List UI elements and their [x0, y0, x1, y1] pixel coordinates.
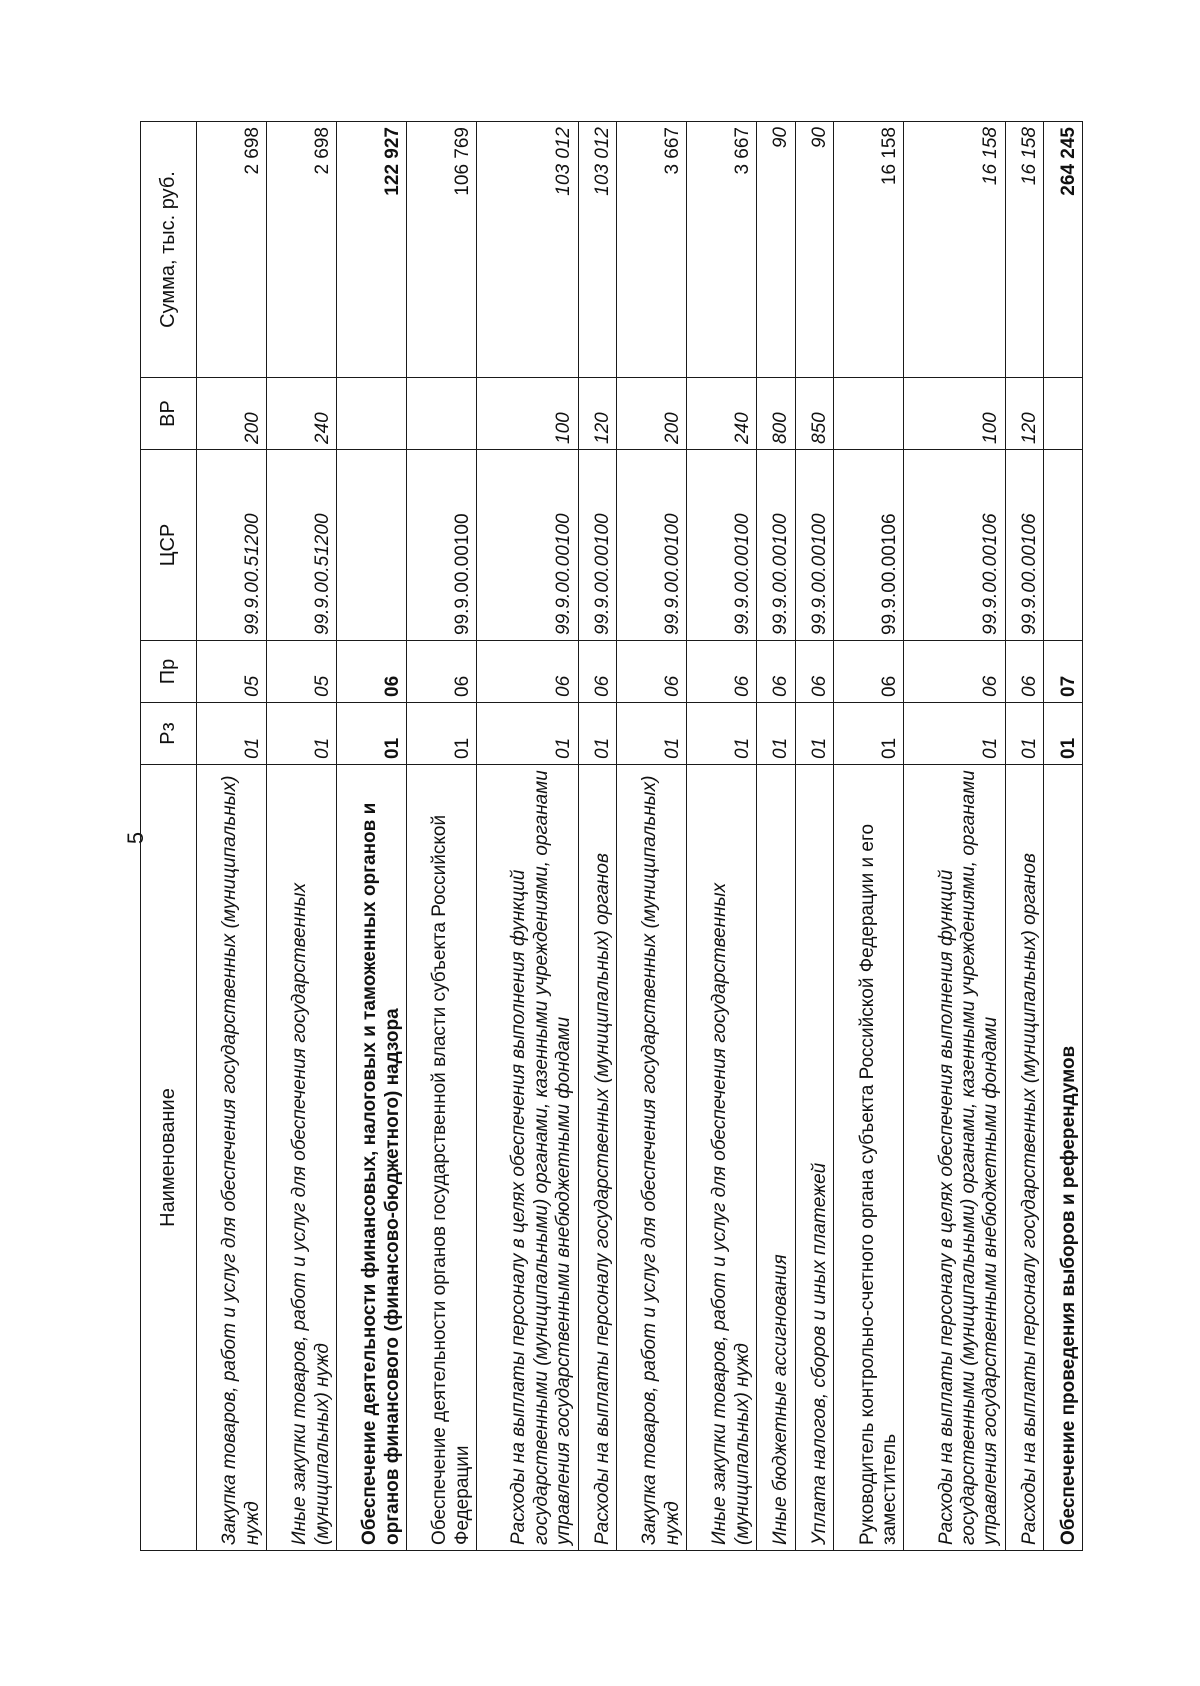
row-vr: 240	[687, 378, 757, 450]
row-sum: 106 769	[407, 122, 477, 378]
row-name: Расходы на выплаты персоналу государственных (муниципальных) органов	[578, 765, 617, 1551]
table-row	[834, 122, 904, 1551]
row-rz: 01	[578, 703, 617, 765]
row-vr: 240	[267, 378, 337, 450]
row-rz: 01	[834, 703, 904, 765]
rotated-table-container	[140, 122, 1083, 1551]
row-csr: 99.9.00.00106	[1005, 450, 1044, 641]
row-rz: 01	[477, 703, 579, 765]
page-number: 5	[123, 831, 149, 845]
row-pr: 06	[617, 641, 687, 703]
row-pr: 06	[407, 641, 477, 703]
row-name: Руководитель контрольно-счетного органа субъекта Российской Федерации и его заместитель	[834, 765, 904, 1551]
row-csr	[337, 450, 407, 641]
table-row	[687, 122, 757, 1551]
row-sum: 16 158	[1005, 122, 1044, 378]
table-row	[1044, 122, 1083, 1551]
header-pr: Пр	[141, 641, 197, 703]
row-sum: 16 158	[834, 122, 904, 378]
header-name: Наименование	[141, 765, 197, 1551]
row-csr: 99.9.00.00100	[617, 450, 687, 641]
row-vr	[407, 378, 477, 450]
row-vr: 200	[197, 378, 267, 450]
table-row	[477, 122, 579, 1551]
row-csr: 99.9.00.00106	[904, 450, 1006, 641]
row-csr: 99.9.00.00100	[477, 450, 579, 641]
row-rz: 01	[1044, 703, 1083, 765]
row-vr: 800	[757, 378, 796, 450]
row-name: Уплата налогов, сборов и иных платежей	[795, 765, 834, 1551]
row-pr: 06	[337, 641, 407, 703]
row-vr: 120	[578, 378, 617, 450]
row-name: Иные закупки товаров, работ и услуг для обеспечения государственных (муниципальных) нужд	[687, 765, 757, 1551]
row-csr: 99.9.00.51200	[197, 450, 267, 641]
row-vr: 100	[477, 378, 579, 450]
header-rz: Рз	[141, 703, 197, 765]
row-sum: 3 667	[617, 122, 687, 378]
row-vr: 850	[795, 378, 834, 450]
table-row	[757, 122, 796, 1551]
row-rz: 01	[904, 703, 1006, 765]
table-row	[795, 122, 834, 1551]
row-rz: 01	[757, 703, 796, 765]
row-pr: 06	[687, 641, 757, 703]
row-rz: 01	[795, 703, 834, 765]
row-vr	[1044, 378, 1083, 450]
row-csr: 99.9.00.00106	[834, 450, 904, 641]
header-vr: ВР	[141, 378, 197, 450]
row-name: Иные закупки товаров, работ и услуг для обеспечения государственных (муниципальных) нужд	[267, 765, 337, 1551]
row-sum: 90	[795, 122, 834, 378]
header-sum: Сумма, тыс. руб.	[141, 122, 197, 378]
table-header-row	[141, 122, 197, 1551]
row-name: Обеспечение деятельности органов государственной власти субъекта Российской Федерации	[407, 765, 477, 1551]
row-vr: 100	[904, 378, 1006, 450]
row-sum: 122 927	[337, 122, 407, 378]
row-vr	[834, 378, 904, 450]
row-name: Закупка товаров, работ и услуг для обеспечения государственных (муниципальных) нужд	[617, 765, 687, 1551]
row-sum: 103 012	[578, 122, 617, 378]
row-name: Расходы на выплаты персоналу государственных (муниципальных) органов	[1005, 765, 1044, 1551]
table-row	[904, 122, 1006, 1551]
table-row	[578, 122, 617, 1551]
row-sum: 16 158	[904, 122, 1006, 378]
table-row	[617, 122, 687, 1551]
row-name: Обеспечение проведения выборов и референдумов	[1044, 765, 1083, 1551]
row-name: Расходы на выплаты персоналу в целях обеспечения выполнения функций государственными (муниципальными) органами, казенными учреждениями, органами управления государственными внебюджетными фондами	[477, 765, 579, 1551]
table-row	[197, 122, 267, 1551]
row-vr: 120	[1005, 378, 1044, 450]
row-rz: 01	[197, 703, 267, 765]
row-csr: 99.9.00.00100	[757, 450, 796, 641]
row-csr: 99.9.00.00100	[687, 450, 757, 641]
row-sum: 2 698	[197, 122, 267, 378]
row-rz: 01	[337, 703, 407, 765]
table-row	[407, 122, 477, 1551]
row-sum: 103 012	[477, 122, 579, 378]
budget-table	[140, 121, 1083, 1551]
row-pr: 06	[757, 641, 796, 703]
row-csr: 99.9.00.51200	[267, 450, 337, 641]
row-vr: 200	[617, 378, 687, 450]
row-pr: 05	[267, 641, 337, 703]
table-row	[1005, 122, 1044, 1551]
row-name: Расходы на выплаты персоналу в целях обеспечения выполнения функций государственными (муниципальными) органами, казенными учреждениями, органами управления государственными внебюджетными фондами	[904, 765, 1006, 1551]
row-rz: 01	[687, 703, 757, 765]
row-pr: 06	[1005, 641, 1044, 703]
table-row	[267, 122, 337, 1551]
row-sum: 264 245	[1044, 122, 1083, 378]
row-csr: 99.9.00.00100	[578, 450, 617, 641]
row-csr: 99.9.00.00100	[407, 450, 477, 641]
row-rz: 01	[1005, 703, 1044, 765]
row-pr: 06	[904, 641, 1006, 703]
header-csr: ЦСР	[141, 450, 197, 641]
table-row	[337, 122, 407, 1551]
row-csr	[1044, 450, 1083, 641]
row-rz: 01	[617, 703, 687, 765]
row-pr: 06	[795, 641, 834, 703]
row-csr: 99.9.00.00100	[795, 450, 834, 641]
row-rz: 01	[407, 703, 477, 765]
row-name: Иные бюджетные ассигнования	[757, 765, 796, 1551]
row-pr: 05	[197, 641, 267, 703]
row-pr: 06	[477, 641, 579, 703]
row-sum: 90	[757, 122, 796, 378]
row-rz: 01	[267, 703, 337, 765]
row-sum: 3 667	[687, 122, 757, 378]
row-sum: 2 698	[267, 122, 337, 378]
row-name: Закупка товаров, работ и услуг для обеспечения государственных (муниципальных) нужд	[197, 765, 267, 1551]
row-name: Обеспечение деятельности финансовых, налоговых и таможенных органов и органов финансового (финансово-бюджетного) надзора	[337, 765, 407, 1551]
row-vr	[337, 378, 407, 450]
row-pr: 07	[1044, 641, 1083, 703]
row-pr: 06	[578, 641, 617, 703]
row-pr: 06	[834, 641, 904, 703]
